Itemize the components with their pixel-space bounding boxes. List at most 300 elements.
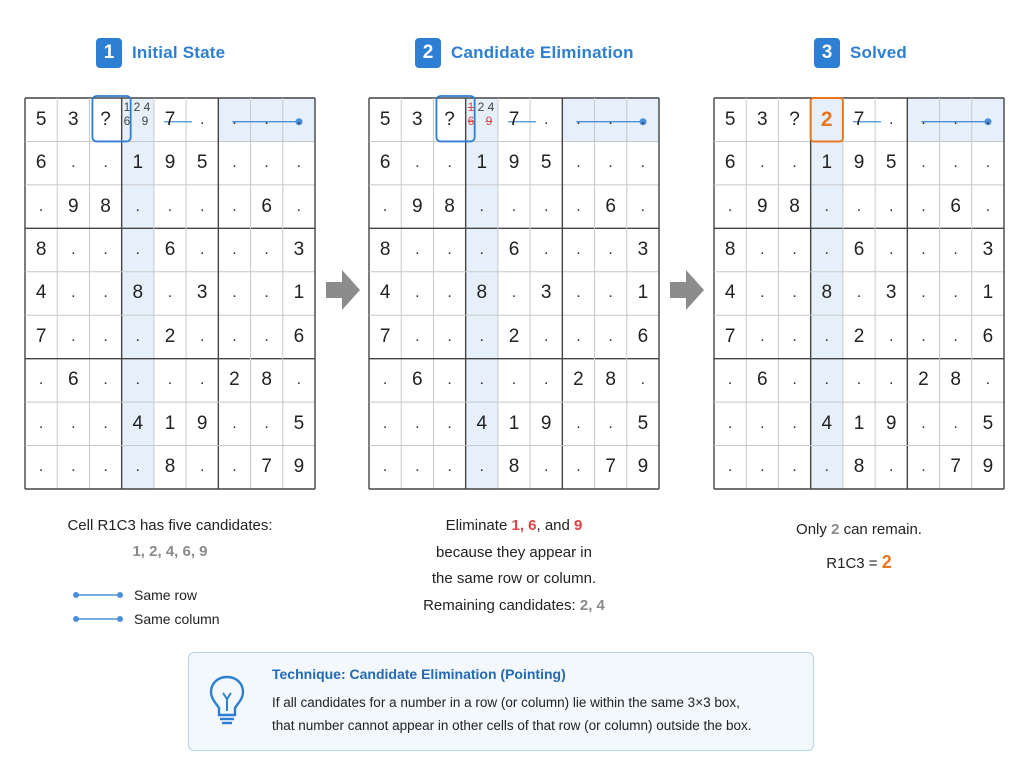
grid-cell: 1 xyxy=(821,152,833,174)
caption-line xyxy=(714,513,1004,546)
grid-cell: . xyxy=(232,327,237,345)
caption-text: R1C3 = xyxy=(826,555,878,572)
grid-cell: 9 xyxy=(196,412,208,434)
grid-cell: . xyxy=(543,241,549,259)
right-arrow-icon xyxy=(326,270,360,310)
grid-cell: . xyxy=(792,414,797,432)
grid-cell: . xyxy=(608,284,613,302)
grid-cell: 7 xyxy=(605,456,616,478)
grid-cell: . xyxy=(38,371,44,389)
grid-cell: . xyxy=(38,414,44,432)
grid-cell: . xyxy=(296,110,302,128)
grid-cell: . xyxy=(479,327,484,345)
grid-cell: . xyxy=(135,197,140,215)
grid-cell: . xyxy=(953,284,958,302)
grid-cell: . xyxy=(760,241,765,259)
grid-cell: 3 xyxy=(885,282,897,304)
grid-cell: . xyxy=(760,327,765,345)
grid-cell: 1 xyxy=(476,152,488,174)
technique-line: If all candidates for a number in a row (or column) lie within the same 3×3 box, xyxy=(272,695,740,710)
technique-description xyxy=(272,691,802,737)
grid-cell: 9 xyxy=(853,152,865,174)
right-arrow-icon xyxy=(670,270,704,310)
grid-cell: . xyxy=(232,154,237,172)
grid-cell: . xyxy=(824,241,829,259)
caption-text: Only xyxy=(796,521,827,538)
grid-cell: . xyxy=(415,241,420,259)
column-line-icon xyxy=(72,614,124,624)
grid-cell: 2 xyxy=(573,369,584,391)
grid-cell: . xyxy=(415,414,420,432)
grid-cell: 2 xyxy=(853,325,865,347)
grid-cell: 6 xyxy=(724,152,736,174)
candidate-marks xyxy=(122,98,154,141)
step-badge: 3 xyxy=(814,38,840,68)
grid-cell: 7 xyxy=(261,456,272,478)
grid-cell: . xyxy=(608,241,613,259)
grid-cell: . xyxy=(856,284,862,302)
grid-cell: . xyxy=(71,414,76,432)
grid-cell: . xyxy=(921,197,926,215)
step-title: Initial State xyxy=(132,43,226,62)
grid-cell: 4 xyxy=(379,282,391,304)
grid-cell: . xyxy=(824,327,829,345)
grid-cell: . xyxy=(71,241,76,259)
candidate-cell xyxy=(466,98,498,141)
grid-cell: . xyxy=(135,327,140,345)
grid-cell: 1 xyxy=(293,282,305,304)
caption-line: the same row or column. xyxy=(431,570,597,587)
grid-cell: ? xyxy=(789,108,800,130)
grid-cell: . xyxy=(727,371,733,389)
step-badge: 2 xyxy=(415,38,441,68)
grid-cell: . xyxy=(985,197,991,215)
panel-header-1 xyxy=(96,38,225,68)
grid-cell: 5 xyxy=(637,412,649,434)
candidate-digit: 4 xyxy=(143,100,151,114)
caption-line xyxy=(369,593,659,620)
grid-cell: 1 xyxy=(853,412,865,434)
grid-cell: . xyxy=(543,197,549,215)
grid-cell: . xyxy=(953,327,958,345)
grid-cell: . xyxy=(888,371,894,389)
grid-cell: . xyxy=(824,458,829,476)
grid-cell: . xyxy=(985,110,991,128)
caption-line: Cell R1C3 has five candidates: xyxy=(67,517,273,534)
grid-cell: . xyxy=(296,197,302,215)
lightbulb-icon xyxy=(207,673,247,729)
remaining-digit: 2 xyxy=(831,521,840,538)
sudoku-grid-elimination xyxy=(369,98,659,489)
grid-cell: . xyxy=(415,284,420,302)
grid-cell: . xyxy=(103,241,108,259)
eliminated-digit: 6 xyxy=(528,517,537,534)
grid-cell: . xyxy=(543,458,549,476)
grid-cell: . xyxy=(167,371,173,389)
grid-cell: 2 xyxy=(229,369,240,391)
grid-cell: 5 xyxy=(885,152,897,174)
step-title: Solved xyxy=(850,43,907,62)
panel-header-3 xyxy=(814,38,907,68)
step-badge: 1 xyxy=(96,38,122,68)
grid-cell: . xyxy=(888,197,894,215)
grid-cell: . xyxy=(447,327,452,345)
grid-cell: . xyxy=(479,197,484,215)
grid-cell: . xyxy=(415,327,420,345)
grid-cell: . xyxy=(953,110,958,128)
grid-cell: . xyxy=(296,371,302,389)
grid-cell: 8 xyxy=(476,282,488,304)
grid-cell: . xyxy=(103,327,108,345)
grid-cell: . xyxy=(511,197,517,215)
grid-cell: . xyxy=(824,197,829,215)
candidate-list: 1, 2, 4, 6, 9 xyxy=(132,543,208,560)
grid-cell: . xyxy=(135,371,140,389)
grid-cell: . xyxy=(382,414,388,432)
grid-cell: 7 xyxy=(724,325,736,347)
grid-cell: 9 xyxy=(164,152,176,174)
grid-cell: . xyxy=(760,414,765,432)
grid-cell: . xyxy=(608,154,613,172)
grid-cell: . xyxy=(447,241,452,259)
candidate-digit: 1 xyxy=(123,100,131,114)
grid-cell: . xyxy=(232,284,237,302)
grid-cell: . xyxy=(792,371,797,389)
grid-cell: . xyxy=(985,371,991,389)
grid-cell: . xyxy=(232,241,237,259)
grid-cell: . xyxy=(232,458,237,476)
grid-cell: 6 xyxy=(35,152,47,174)
technique-line: that number cannot appear in other cells of that row (or column) outside the box. xyxy=(272,718,752,733)
grid-cell: 8 xyxy=(261,369,272,391)
grid-cell: . xyxy=(264,241,269,259)
technique-title: Technique: Candidate Elimination (Pointing) xyxy=(272,666,566,682)
grid-cell: . xyxy=(953,241,958,259)
grid-cell: . xyxy=(576,458,581,476)
grid-cell: . xyxy=(608,327,613,345)
legend-same-column xyxy=(72,611,220,627)
grid-cell: . xyxy=(264,110,269,128)
technique-box xyxy=(188,652,814,751)
grid-cell: . xyxy=(760,154,765,172)
grid-cell: 5 xyxy=(196,152,208,174)
grid-cell: . xyxy=(640,110,646,128)
grid-cell: . xyxy=(232,414,237,432)
grid-cell: . xyxy=(856,197,862,215)
caption-line: because they appear in xyxy=(436,543,592,561)
grid-cell: 9 xyxy=(540,412,552,434)
remaining-candidates: 2, 4 xyxy=(579,596,605,614)
caption-initial xyxy=(25,513,315,565)
grid-cell: . xyxy=(382,458,388,476)
grid-cell: 3 xyxy=(196,282,208,304)
grid-cell: . xyxy=(608,414,613,432)
grid-cell: 8 xyxy=(950,369,961,391)
row-line-icon xyxy=(72,590,124,600)
grid-cell: . xyxy=(167,197,173,215)
caption-solved xyxy=(714,513,1004,580)
grid-cell: 4 xyxy=(132,412,144,434)
grid-cell: . xyxy=(71,327,76,345)
legend-same-row xyxy=(72,587,197,603)
grid-cell: 3 xyxy=(412,108,423,130)
grid-cell: . xyxy=(264,284,269,302)
grid-cell: 8 xyxy=(853,456,865,478)
grid-cell: . xyxy=(921,110,926,128)
caption-text: , and xyxy=(536,517,570,534)
grid-cell: . xyxy=(856,371,862,389)
grid-cell: 9 xyxy=(508,152,520,174)
grid-cell: . xyxy=(264,154,269,172)
sudoku-grid-solved xyxy=(714,98,1004,489)
solved-value: 2 xyxy=(881,552,892,572)
grid-cell: . xyxy=(760,284,765,302)
grid-cell: . xyxy=(792,327,797,345)
eliminated-digit: 9 xyxy=(574,517,583,534)
grid-cell: . xyxy=(543,371,549,389)
grid-cell: . xyxy=(543,110,549,128)
grid-cell: . xyxy=(608,110,613,128)
grid-cell: . xyxy=(921,154,926,172)
grid-cell: . xyxy=(199,327,205,345)
caption-line: Eliminate 1, 6, and 9 xyxy=(445,517,583,534)
grid-cell: . xyxy=(232,197,237,215)
legend-label: Same row xyxy=(134,587,198,603)
grid-cell: 6 xyxy=(412,369,423,391)
grid-cell: 4 xyxy=(821,412,833,434)
grid-cell: 8 xyxy=(724,239,736,261)
eliminated-digit: 1 xyxy=(511,517,520,534)
grid-cell: . xyxy=(576,110,581,128)
grid-cell: 3 xyxy=(637,239,649,261)
grid-cell: . xyxy=(199,241,205,259)
grid-cell: . xyxy=(921,284,926,302)
grid-cell: . xyxy=(921,241,926,259)
grid-cell: 8 xyxy=(444,195,455,217)
grid-cell: . xyxy=(576,241,581,259)
grid-cell: . xyxy=(135,241,140,259)
grid-cell: 6 xyxy=(637,325,649,347)
grid-cell: 9 xyxy=(637,456,649,478)
grid-cell: 5 xyxy=(724,108,736,130)
grid-cell: . xyxy=(199,110,205,128)
grid-cell: 2 xyxy=(918,369,929,391)
grid-cell: . xyxy=(792,458,797,476)
grid-cell: . xyxy=(479,371,484,389)
grid-cell: 9 xyxy=(412,195,423,217)
grid-cell: 5 xyxy=(379,108,391,130)
grid-cell: . xyxy=(640,371,646,389)
grid-cell: . xyxy=(921,458,926,476)
grid-cell: 3 xyxy=(68,108,79,130)
eliminated-candidate: 6 xyxy=(467,114,475,128)
grid-cell: 6 xyxy=(508,239,520,261)
grid-cell: . xyxy=(576,197,581,215)
grid-cell: 6 xyxy=(982,325,994,347)
grid-cell: . xyxy=(792,154,797,172)
grid-cell: . xyxy=(264,414,269,432)
grid-cell: 6 xyxy=(853,239,865,261)
eliminated-candidate: 1 xyxy=(467,100,475,114)
grid-cell: . xyxy=(576,154,581,172)
eliminated-candidate: 9 xyxy=(485,114,493,128)
grid-cell: . xyxy=(38,458,44,476)
grid-cell: 7 xyxy=(950,456,961,478)
grid-cell: . xyxy=(640,197,646,215)
grid-cell: . xyxy=(447,154,452,172)
candidate-digit: 6 xyxy=(123,114,131,128)
grid-cell: 1 xyxy=(132,152,144,174)
grid-cell: . xyxy=(103,371,108,389)
grid-cell: 6 xyxy=(379,152,391,174)
grid-cell: . xyxy=(415,458,420,476)
grid-cell: . xyxy=(199,458,205,476)
grid-cell: 6 xyxy=(605,195,616,217)
grid-cell: . xyxy=(792,241,797,259)
grid-cell: . xyxy=(760,458,765,476)
grid-cell: 9 xyxy=(757,195,768,217)
grid-cell: . xyxy=(888,327,894,345)
grid-cell: . xyxy=(103,458,108,476)
grid-cell: . xyxy=(727,414,733,432)
grid-cell: 1 xyxy=(637,282,649,304)
grid-cells xyxy=(25,98,315,489)
grid-cell: 5 xyxy=(293,412,305,434)
grid-cell: . xyxy=(103,284,108,302)
grid-cell: 8 xyxy=(164,456,176,478)
grid-cell: 8 xyxy=(605,369,616,391)
grid-cell: . xyxy=(576,327,581,345)
grid-cell: ? xyxy=(100,108,111,130)
grid-cell: 6 xyxy=(68,369,79,391)
grid-cell: . xyxy=(199,371,205,389)
grid-cell: . xyxy=(727,458,733,476)
panel-header-2 xyxy=(415,38,634,68)
caption-text: Remaining candidates: xyxy=(423,596,576,614)
grid-cell: 6 xyxy=(757,369,768,391)
grid-cell: . xyxy=(415,154,420,172)
grid-cell: 5 xyxy=(35,108,47,130)
grid-cell: 7 xyxy=(379,325,391,347)
grid-cell: . xyxy=(640,154,646,172)
step-title: Candidate Elimination xyxy=(451,43,634,62)
grid-cell: 3 xyxy=(982,239,994,261)
candidate-marks xyxy=(466,98,498,141)
grid-cell: . xyxy=(888,110,894,128)
grid-cell: 6 xyxy=(950,195,961,217)
grid-cell: 5 xyxy=(982,412,994,434)
grid-cell: 9 xyxy=(68,195,79,217)
grid-cell: . xyxy=(382,197,388,215)
grid-cell: 5 xyxy=(540,152,552,174)
solved-cell: 2 xyxy=(820,107,833,131)
grid-cell: . xyxy=(985,154,991,172)
candidate-cell xyxy=(122,98,154,141)
grid-cell: 7 xyxy=(508,108,520,130)
grid-cell: . xyxy=(71,284,76,302)
caption-line xyxy=(714,546,1004,580)
grid-cell: . xyxy=(727,197,733,215)
grid-cell: . xyxy=(38,197,44,215)
grid-cell: 7 xyxy=(164,108,176,130)
grid-cell: . xyxy=(447,414,452,432)
grid-cell: 3 xyxy=(293,239,305,261)
grid-cell: 1 xyxy=(982,282,994,304)
grid-cell: . xyxy=(382,371,388,389)
grid-cell: . xyxy=(511,371,517,389)
grid-cell: 8 xyxy=(132,282,144,304)
grid-cell: . xyxy=(447,458,452,476)
grid-cell: . xyxy=(71,458,76,476)
caption-text: can remain. xyxy=(843,521,922,538)
candidate-digit: 2 xyxy=(477,100,485,114)
grid-cell: 4 xyxy=(35,282,47,304)
grid-cell: 9 xyxy=(885,412,897,434)
grid-cell: . xyxy=(953,414,958,432)
grid-cell: . xyxy=(296,154,302,172)
grid-cells xyxy=(714,98,1004,489)
candidate-digit: 9 xyxy=(141,114,149,128)
grid-cell: 1 xyxy=(508,412,520,434)
grid-cell: 9 xyxy=(293,456,305,478)
grid-cell: 2 xyxy=(508,325,520,347)
grid-cell: ? xyxy=(444,108,455,130)
grid-cell: . xyxy=(103,414,108,432)
grid-cell: . xyxy=(576,414,581,432)
grid-cell: . xyxy=(447,371,452,389)
grid-cell: 6 xyxy=(164,239,176,261)
grid-cell: 7 xyxy=(35,325,47,347)
grid-cell: . xyxy=(199,197,205,215)
grid-cell: . xyxy=(479,241,484,259)
legend-label: Same column xyxy=(134,611,220,627)
grid-cell: 8 xyxy=(508,456,520,478)
grid-cell: . xyxy=(447,284,452,302)
grid-cell: 4 xyxy=(724,282,736,304)
grid-cell: . xyxy=(167,284,173,302)
grid-cell: 4 xyxy=(476,412,488,434)
grid-cell: . xyxy=(824,371,829,389)
grid-cell: 6 xyxy=(293,325,305,347)
grid-cell: 8 xyxy=(100,195,111,217)
candidate-digit: 2 xyxy=(133,100,141,114)
grid-cell: 8 xyxy=(821,282,833,304)
caption-elimination xyxy=(369,513,659,619)
grid-cell: 3 xyxy=(757,108,768,130)
grid-cell: 1 xyxy=(164,412,176,434)
grid-cell: 7 xyxy=(853,108,865,130)
caption-text: Eliminate xyxy=(445,517,508,534)
grid-cell: 8 xyxy=(35,239,47,261)
grid-cell: 2 xyxy=(164,325,176,347)
grid-cell: . xyxy=(232,110,237,128)
grid-cell: . xyxy=(479,458,484,476)
candidate-digit: 4 xyxy=(487,100,495,114)
grid-cell: . xyxy=(888,241,894,259)
grid-cell: 6 xyxy=(261,195,272,217)
grid-cell: . xyxy=(543,327,549,345)
grid-cell: 8 xyxy=(789,195,800,217)
grid-cell: . xyxy=(135,458,140,476)
grid-cell: . xyxy=(511,284,517,302)
grid-cell: . xyxy=(576,284,581,302)
grid-cell: 9 xyxy=(982,456,994,478)
grid-cell: . xyxy=(953,154,958,172)
grid-cell: 3 xyxy=(540,282,552,304)
grid-cell: . xyxy=(264,327,269,345)
grid-cell: . xyxy=(103,154,108,172)
grid-cell: . xyxy=(71,154,76,172)
